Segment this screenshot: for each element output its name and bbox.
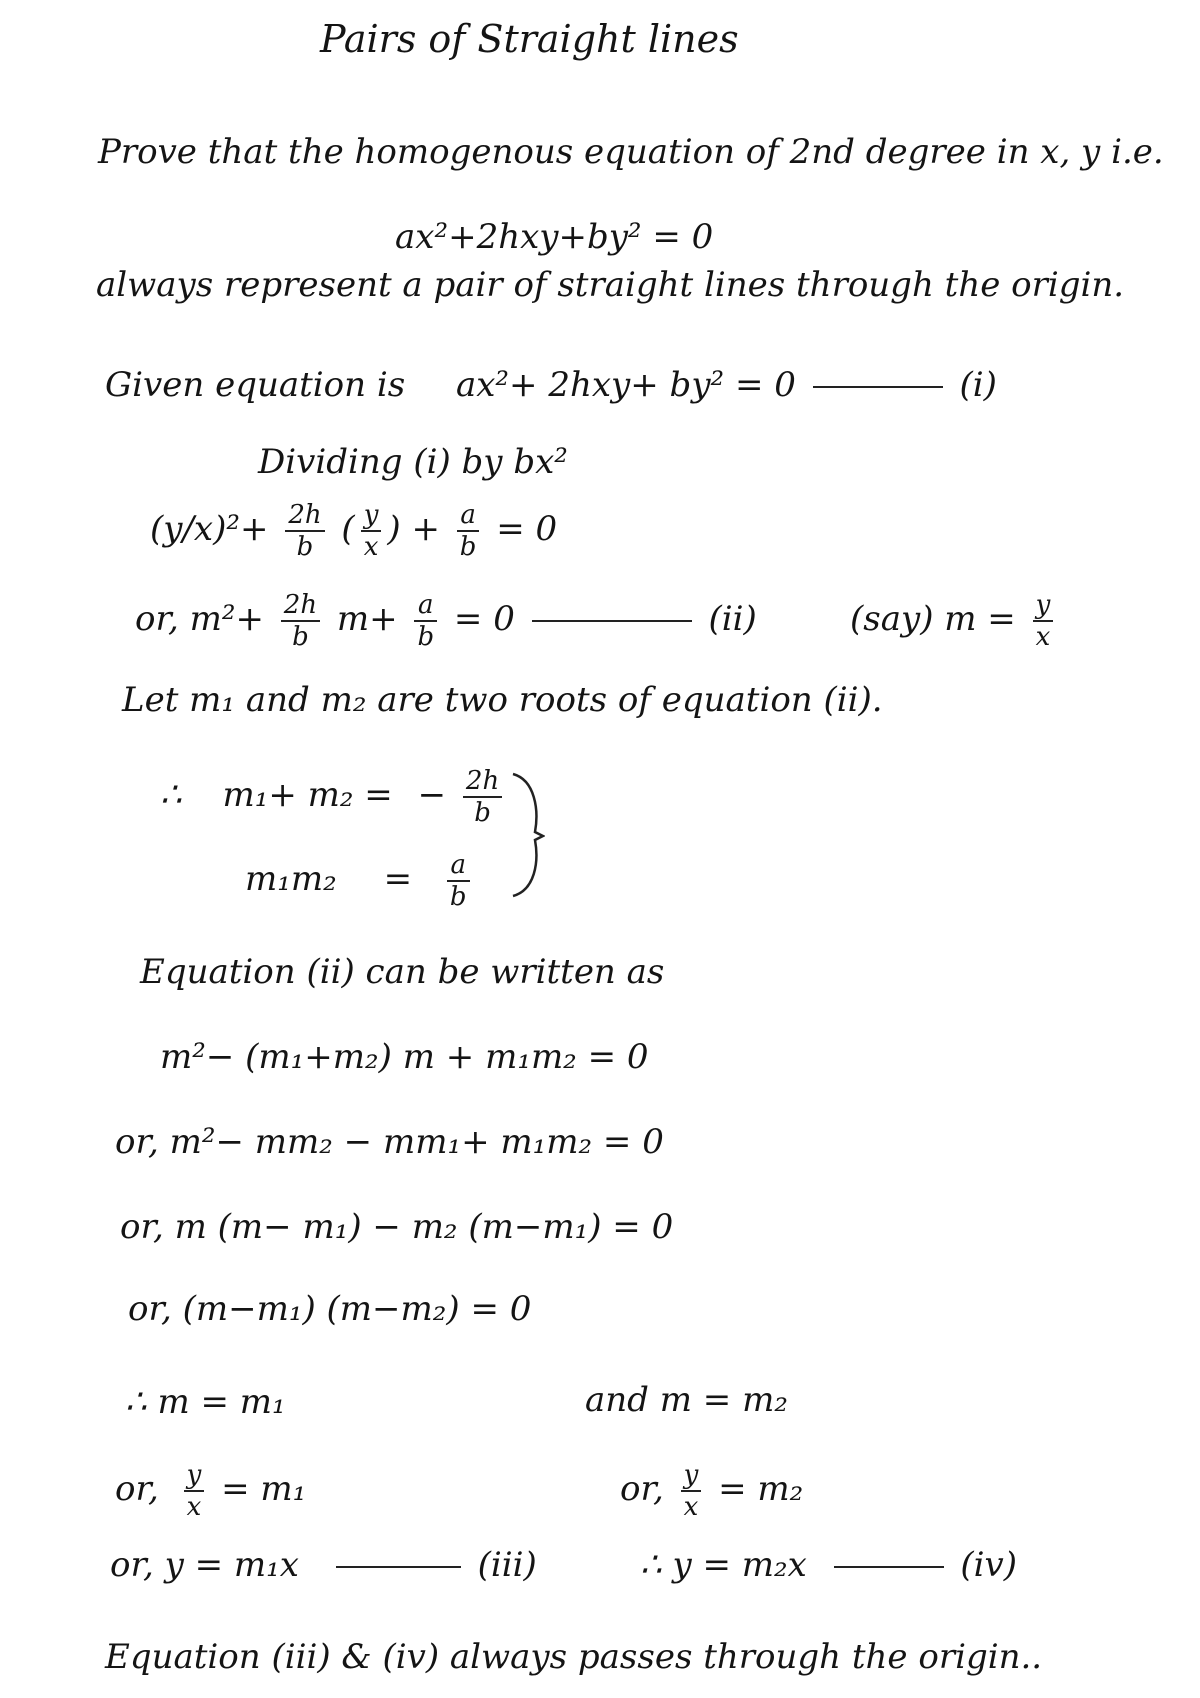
roots-intro: Let m₁ and m₂ are two roots of equation (ii).: [122, 680, 883, 720]
page-title: Pairs of Straight lines: [320, 17, 739, 61]
line-equation-1: or, y = m₁x: [110, 1545, 299, 1585]
factor-step-3: or, m (m− m₁) − m₂ (m−m₁) = 0: [120, 1207, 674, 1247]
fraction-y-over-x: [681, 1462, 702, 1520]
problem-statement-line1: Prove that the homogenous equation of 2nd degree in x, y i.e.: [98, 132, 1164, 172]
factor-step-2: or, m²− mm₂ − mm₁+ m₁m₂ = 0: [115, 1122, 664, 1162]
line-equation-2: ∴ y = m₂x: [640, 1545, 807, 1585]
leader-line: [532, 620, 692, 622]
fraction-denominator: b: [459, 532, 477, 562]
product-lhs: m₁m₂: [245, 859, 337, 899]
fraction-y-over-x: [1033, 592, 1054, 650]
fraction-denominator: x: [186, 1492, 202, 1522]
fraction-y-over-x: [184, 1462, 205, 1520]
leader-line: [336, 1566, 461, 1568]
product-of-roots: [245, 852, 476, 910]
fraction-numerator: y: [184, 1462, 205, 1492]
problem-equation: ax²+2hxy+by² = 0: [395, 217, 714, 257]
fraction-a-over-b: [414, 592, 437, 650]
dividing-step: Dividing (i) by bx²: [258, 442, 568, 482]
equals-sign: =: [383, 859, 413, 899]
equation-tag-i: (i): [959, 365, 997, 405]
fraction-2h-over-b: [463, 768, 502, 826]
line-through-origin-2: [640, 1545, 1018, 1585]
divided-term-1: (y/x)²+: [150, 509, 269, 549]
fraction-a-over-b: [457, 502, 480, 560]
fraction-numerator: 2h: [463, 768, 502, 798]
fraction-2h-over-b: [281, 592, 320, 650]
sum-lhs: m₁+ m₂ =: [222, 775, 393, 815]
equation-tag-ii: (ii): [708, 599, 757, 639]
substitution-label: (say) m =: [850, 599, 1016, 639]
fraction-denominator: x: [1035, 622, 1051, 652]
equals-m2: = m₂: [718, 1469, 804, 1509]
or-label: or,: [115, 1469, 159, 1509]
fraction-numerator: a: [447, 852, 470, 882]
given-label: Given equation is: [105, 365, 406, 405]
or-label: or,: [620, 1469, 664, 1509]
root-m1: ∴ m = m₁: [125, 1382, 286, 1422]
slope-y-over-x-m1: [115, 1462, 306, 1520]
fraction-numerator: 2h: [285, 502, 324, 532]
substitution-note: [850, 592, 1059, 650]
fraction-numerator: 2h: [281, 592, 320, 622]
quadratic-term-1: or, m²+: [135, 599, 264, 639]
fraction-y-over-x: [361, 502, 382, 560]
sum-of-roots: [160, 768, 508, 826]
given-equation: ax²+ 2hxy+ by² = 0: [455, 365, 796, 405]
conclusion: Equation (iii) & (iv) always passes through the origin..: [105, 1637, 1043, 1677]
factor-step-4: or, (m−m₁) (m−m₂) = 0: [128, 1289, 532, 1329]
root-m2: and m = m₂: [585, 1380, 788, 1420]
quadratic-term-2: m+: [336, 599, 398, 639]
fraction-numerator: a: [414, 592, 437, 622]
equals-m1: = m₁: [221, 1469, 307, 1509]
equals-zero: = 0: [453, 599, 515, 639]
fraction-numerator: a: [457, 502, 480, 532]
given-equation-line: [105, 365, 997, 405]
fraction-2h-over-b: [285, 502, 324, 560]
rewrite-intro: Equation (ii) can be written as: [140, 952, 665, 992]
fraction-numerator: y: [1033, 592, 1054, 622]
factor-step-1: m²− (m₁+m₂) m + m₁m₂ = 0: [160, 1037, 649, 1077]
fraction-numerator: y: [361, 502, 382, 532]
leader-line: [813, 386, 943, 388]
right-brace-icon: [505, 770, 545, 900]
problem-statement-line2: always represent a pair of straight lines through the origin.: [96, 265, 1125, 305]
equation-tag-iv: (iv): [960, 1545, 1018, 1585]
line-through-origin-1: [110, 1545, 537, 1585]
fraction-denominator: b: [449, 882, 467, 912]
fraction-a-over-b: [447, 852, 470, 910]
fraction-denominator: x: [363, 532, 379, 562]
quadratic-in-m: [135, 592, 757, 650]
equals-zero: = 0: [496, 509, 558, 549]
fraction-numerator: y: [681, 1462, 702, 1492]
equation-tag-iii: (iii): [477, 1545, 537, 1585]
slope-y-over-x-m2: [620, 1462, 803, 1520]
fraction-denominator: b: [296, 532, 314, 562]
minus-sign: −: [417, 775, 447, 815]
divided-equation: (y/x)²+ $\frac{2h}{b}$ ( $\frac{y}{x}$ ) + $\frac{a}{b}$ = 0: [150, 500, 558, 562]
fraction-denominator: b: [292, 622, 309, 652]
plus-sign: +: [411, 509, 440, 549]
fraction-denominator: b: [417, 622, 435, 652]
fraction-denominator: x: [683, 1492, 699, 1522]
fraction-denominator: b: [474, 798, 491, 828]
therefore-symbol: ∴: [160, 775, 182, 815]
leader-line: [834, 1566, 944, 1568]
